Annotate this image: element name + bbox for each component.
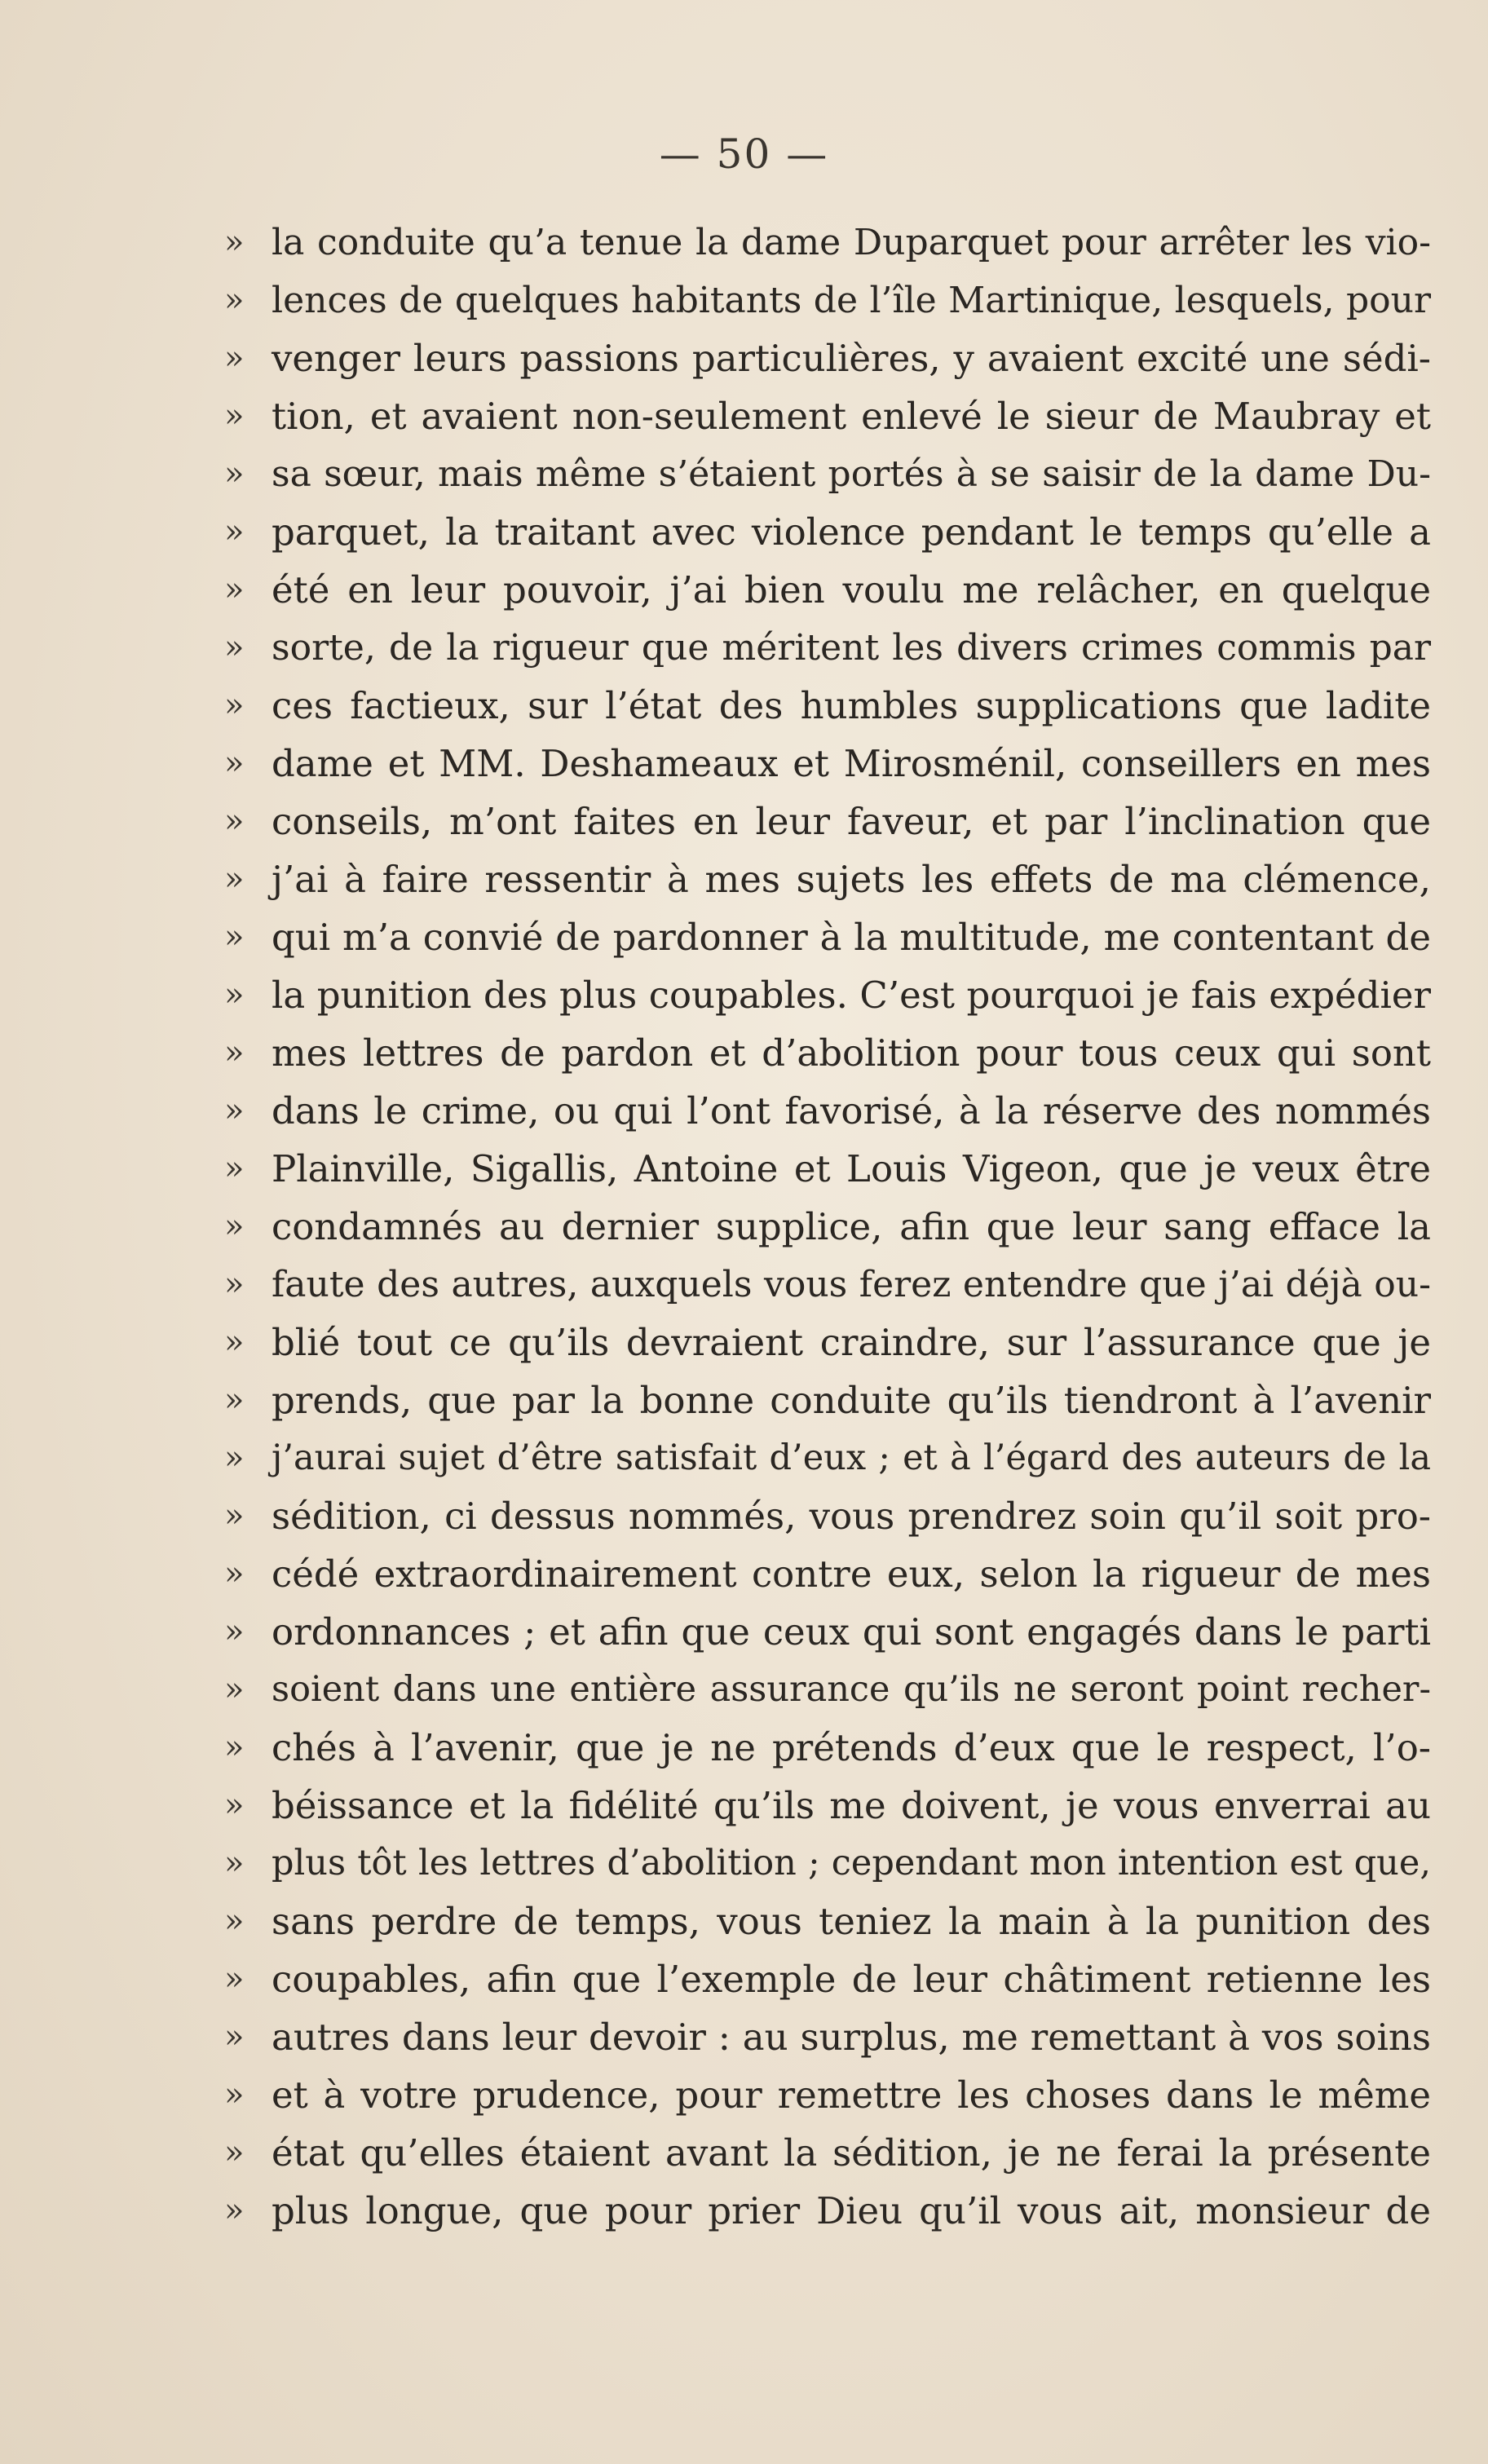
text-line <box>224 1082 1431 1140</box>
text-line <box>224 1314 1431 1371</box>
quote-mark: » <box>224 1208 245 1245</box>
line-text: dans le crime, ou qui l’ont favorisé, à la réserve des nommés <box>272 1089 1431 1133</box>
text-line <box>224 1777 1431 1835</box>
quote-mark: » <box>224 744 245 782</box>
line-text: et à votre prudence, pour remettre les choses dans le même <box>272 2073 1431 2117</box>
line-text: cédé extraordinairement contre eux, selon la rigueur de mes <box>272 1552 1431 1596</box>
quote-mark: » <box>224 1729 245 1766</box>
text-line <box>224 619 1431 677</box>
text-line <box>224 2124 1431 2182</box>
line-text: Plainville, Sigallis, Antoine et Louis Vigeon, que je veux être <box>272 1147 1431 1190</box>
text-line <box>224 1950 1431 2008</box>
quote-mark: » <box>224 1265 245 1303</box>
text-line <box>224 445 1431 503</box>
text-line <box>224 1140 1431 1198</box>
line-text: été en leur pouvoir, j’ai bien voulu me relâcher, en quelque <box>272 568 1431 612</box>
quote-mark: » <box>224 1439 245 1477</box>
line-text: j’aurai sujet d’être satisfait d’eux ; et à l’égard des auteurs de la <box>272 1437 1431 1478</box>
line-text: plus tôt les lettres d’abolition ; cependant mon intention est que, <box>272 1843 1431 1883</box>
text-line <box>224 214 1431 272</box>
line-text: ces factieux, sur l’état des humbles supplications que ladite <box>272 684 1431 727</box>
line-text: plus longue, que pour prier Dieu qu’il vous ait, monsieur de <box>272 2189 1431 2232</box>
quote-mark: » <box>224 1034 245 1071</box>
text-line <box>224 1603 1431 1661</box>
quote-mark: » <box>224 629 245 666</box>
line-text: la punition des plus coupables. C’est pourquoi je fais expédier <box>272 974 1431 1017</box>
text-line <box>224 1835 1431 1892</box>
quote-mark: » <box>224 1613 245 1650</box>
line-text: conseils, m’ont faites en leur faveur, et par l’inclination que <box>272 800 1431 843</box>
quote-mark: » <box>224 802 245 840</box>
line-text: sorte, de la rigueur que méritent les divers crimes commis par <box>272 627 1431 669</box>
line-text: j’ai à faire ressentir à mes sujets les effets de ma clémence, <box>272 858 1431 901</box>
text-line <box>224 1892 1431 1950</box>
line-text: dame et MM. Deshameaux et Mirosménil, conseillers en mes <box>272 742 1431 785</box>
quote-mark: » <box>224 571 245 608</box>
quote-mark: » <box>224 513 245 550</box>
text-line <box>224 793 1431 850</box>
quote-mark: » <box>224 2192 245 2229</box>
text-line <box>224 1198 1431 1256</box>
quote-mark: » <box>224 2134 245 2171</box>
page-number: — 50 — <box>659 130 829 178</box>
line-text: faute des autres, auxquels vous ferez entendre que j’ai déjà ou- <box>272 1264 1431 1305</box>
quote-mark: » <box>224 223 245 261</box>
text-line <box>224 272 1431 329</box>
quote-mark: » <box>224 1844 245 1882</box>
quote-mark: » <box>224 2076 245 2113</box>
text-line <box>224 329 1431 387</box>
text-line <box>224 1487 1431 1545</box>
line-text: sédition, ci dessus nommés, vous prendrez soin qu’il soit pro- <box>272 1495 1431 1538</box>
text-line <box>224 561 1431 619</box>
text-line <box>224 1545 1431 1603</box>
line-text: la conduite qu’a tenue la dame Duparquet pour arrêter les vio- <box>272 222 1431 263</box>
text-line <box>224 1371 1431 1429</box>
text-line <box>224 2008 1431 2066</box>
quote-mark: » <box>224 1323 245 1361</box>
quote-mark: » <box>224 976 245 1013</box>
line-text: qui m’a convié de pardonner à la multitude, me contentant de <box>272 916 1431 959</box>
quote-mark: » <box>224 1381 245 1419</box>
text-line <box>224 387 1431 445</box>
quote-mark: » <box>224 687 245 724</box>
quote-mark: » <box>224 339 245 377</box>
line-text: condamnés au dernier supplice, afin que leur sang efface la <box>272 1205 1431 1248</box>
quote-mark: » <box>224 1555 245 1592</box>
text-line <box>224 1719 1431 1777</box>
line-text: mes lettres de pardon et d’abolition pour tous ceux qui sont <box>272 1031 1431 1075</box>
line-text: soient dans une entière assurance qu’ils ne seront point recher- <box>272 1669 1431 1710</box>
text-line <box>224 1256 1431 1314</box>
text-line <box>224 966 1431 1024</box>
text-line <box>224 850 1431 908</box>
text-line <box>224 1429 1431 1487</box>
text-line <box>224 503 1431 561</box>
line-text: ordonnances ; et afin que ceux qui sont engagés dans le parti <box>272 1610 1431 1654</box>
quote-mark: » <box>224 1960 245 1998</box>
text-line <box>224 1661 1431 1719</box>
text-line <box>224 2182 1431 2240</box>
quote-mark: » <box>224 281 245 319</box>
line-text: coupables, afin que l’exemple de leur châtiment retienne les <box>272 1958 1431 2001</box>
quote-mark: » <box>224 1671 245 1708</box>
line-text: sans perdre de temps, vous teniez la main à la punition des <box>272 1900 1431 1943</box>
text-line <box>224 677 1431 735</box>
line-text: prends, que par la bonne conduite qu’ils tiendront à l’avenir <box>272 1379 1431 1422</box>
quote-mark: » <box>224 918 245 956</box>
quote-mark: » <box>224 397 245 435</box>
line-text: état qu’elles étaient avant la sédition, je ne ferai la présente <box>272 2131 1431 2175</box>
text-line <box>224 908 1431 966</box>
text-line <box>224 735 1431 793</box>
quote-mark: » <box>224 1902 245 1940</box>
line-text: parquet, la traitant avec violence pendant le temps qu’elle a <box>272 510 1431 554</box>
text-line <box>224 1024 1431 1082</box>
line-text: sa sœur, mais même s’étaient portés à se saisir de la dame Du- <box>272 453 1431 495</box>
quote-mark: » <box>224 1092 245 1129</box>
quote-mark: » <box>224 1497 245 1534</box>
line-text: blié tout ce qu’ils devraient craindre, sur l’assurance que je <box>272 1321 1431 1364</box>
line-text: lences de quelques habitants de l’île Martinique, lesquels, pour <box>272 280 1431 321</box>
body-text <box>224 214 1431 2240</box>
line-text: venger leurs passions particulières, y avaient excité une sédi- <box>272 337 1431 380</box>
quote-mark: » <box>224 1786 245 1824</box>
line-text: chés à l’avenir, que je ne prétends d’eux que le respect, l’o- <box>272 1726 1431 1769</box>
quote-mark: » <box>224 2018 245 2056</box>
quote-mark: » <box>224 860 245 898</box>
line-text: béissance et la fidélité qu’ils me doivent, je vous enverrai au <box>272 1784 1431 1827</box>
line-text: tion, et avaient non-seulement enlevé le sieur de Maubray et <box>272 395 1431 438</box>
quote-mark: » <box>224 455 245 492</box>
quote-mark: » <box>224 1150 245 1187</box>
text-line <box>224 2066 1431 2124</box>
line-text: autres dans leur devoir : au surplus, me remettant à vos soins <box>272 2016 1431 2059</box>
